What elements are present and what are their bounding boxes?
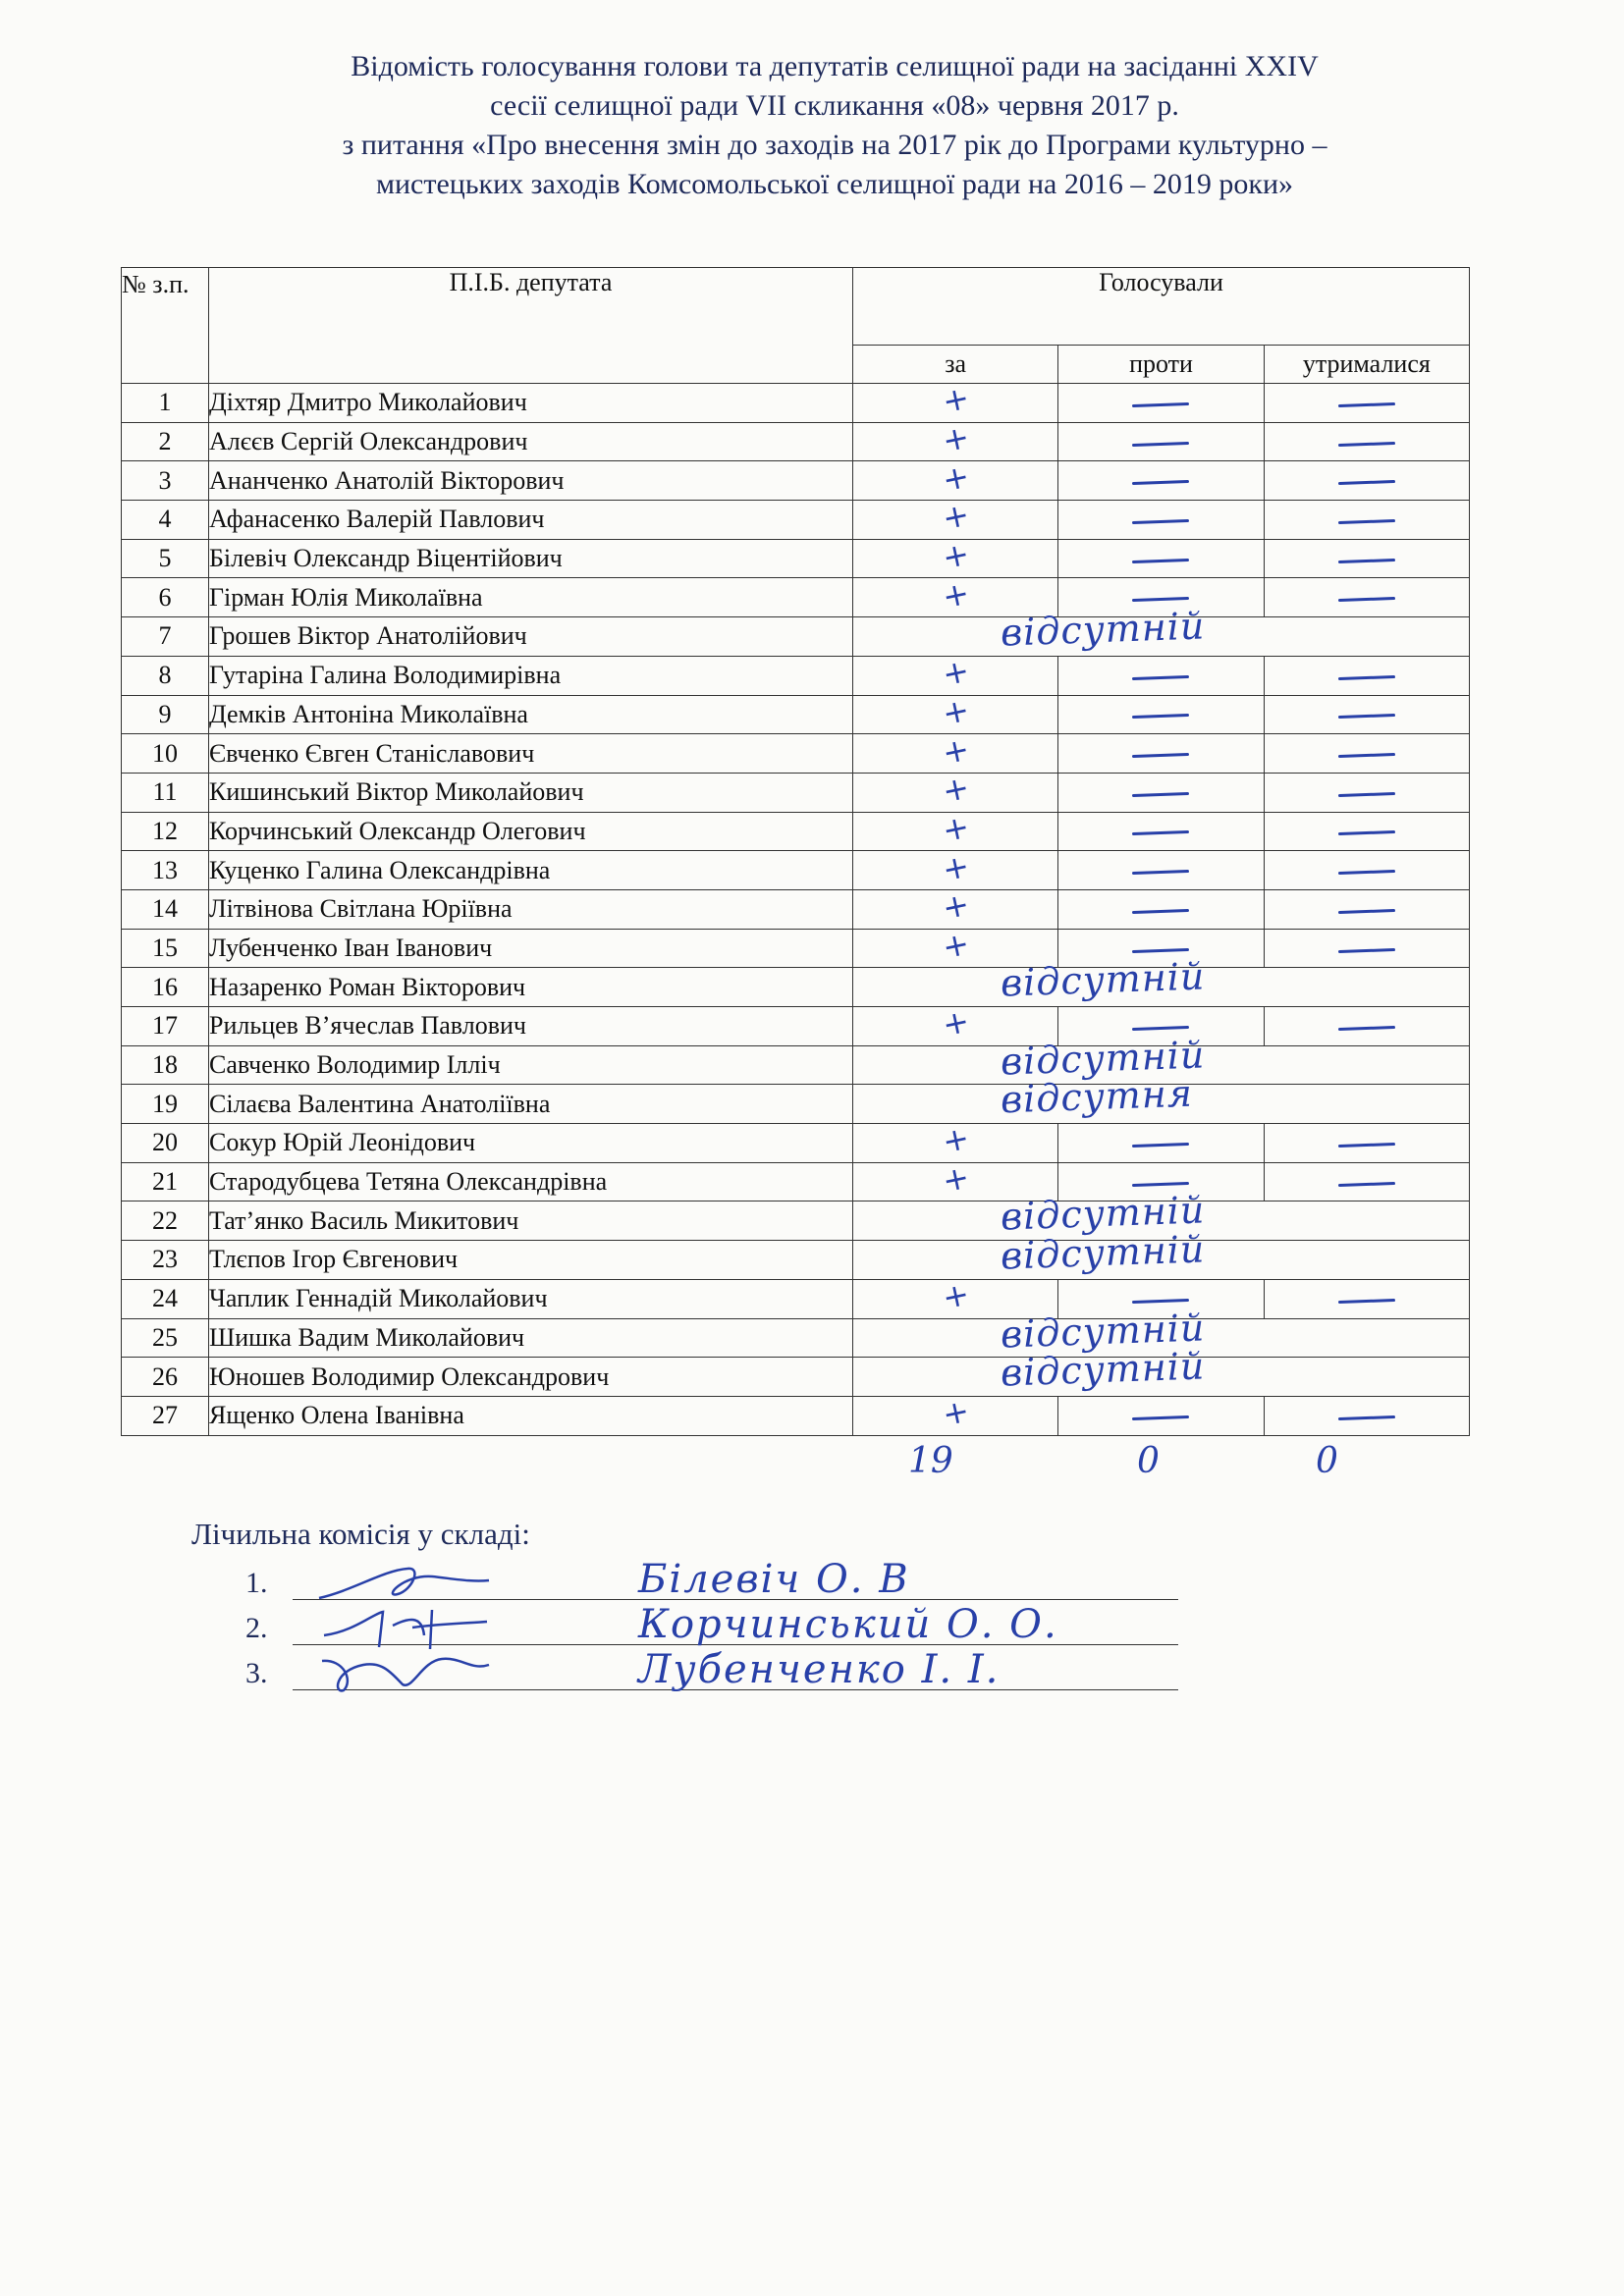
- voting-table: [121, 267, 1470, 1436]
- dash-mark: [1338, 909, 1395, 914]
- deputy-name: Лубенченко Іван Іванович: [209, 929, 853, 968]
- dash-mark: [1338, 559, 1395, 563]
- header-against: проти: [1058, 346, 1264, 384]
- row-number: 11: [122, 773, 209, 812]
- table-row: [122, 656, 1470, 695]
- plus-mark: +: [939, 573, 973, 616]
- row-number: 19: [122, 1085, 209, 1124]
- total-against: 0: [1137, 1441, 1160, 1481]
- absent-note: відсутній: [1000, 1305, 1207, 1357]
- deputy-name: Діхтяр Дмитро Миколайович: [209, 384, 853, 423]
- vote-absent-cell: [853, 954, 1470, 1007]
- vote-abstained-cell: [1264, 889, 1469, 929]
- vote-for-cell: [853, 1119, 1058, 1163]
- row-number: 6: [122, 578, 209, 617]
- deputy-name: Алєєв Сергій Олександрович: [209, 422, 853, 461]
- deputy-name: Білевіч Олександр Віцентійович: [209, 539, 853, 578]
- vote-absent-cell: [853, 1071, 1470, 1124]
- table-row: [122, 889, 1470, 929]
- table-row: [122, 1279, 1470, 1318]
- table-row: [122, 501, 1470, 540]
- table-row: [122, 1045, 1470, 1085]
- vote-against-cell: [1058, 734, 1264, 774]
- deputy-name: Гутаріна Галина Володимирівна: [209, 656, 853, 695]
- deputy-name: Ананченко Анатолій Вікторович: [209, 461, 853, 501]
- table-row: [122, 422, 1470, 461]
- row-number: 2: [122, 422, 209, 461]
- header-abstained: утрималися: [1264, 346, 1469, 384]
- member-name: Лубенченко І. І.: [638, 1647, 1001, 1692]
- vote-for-cell: [853, 807, 1058, 851]
- total-for: 19: [908, 1441, 953, 1481]
- dash-mark: [1132, 480, 1189, 485]
- vote-for-cell: [853, 534, 1058, 578]
- table-row: [122, 1396, 1470, 1435]
- vote-against-cell: [1058, 656, 1264, 695]
- vote-against-cell: [1058, 889, 1264, 929]
- title-line: сесії селищної ради VII скликання «08» червня 2017 р.: [490, 89, 1179, 122]
- row-number: 8: [122, 656, 209, 695]
- vote-against-cell: [1058, 384, 1264, 423]
- table-body: [122, 378, 1470, 1436]
- vote-for-cell: [853, 378, 1058, 423]
- vote-against-cell: [1058, 851, 1264, 890]
- dash-mark: [1338, 402, 1395, 407]
- table-row: [122, 929, 1470, 968]
- plus-mark: +: [939, 456, 973, 500]
- deputy-name: Літвінова Світлана Юріївна: [209, 889, 853, 929]
- deputy-name: Корчинський Олександр Олегович: [209, 812, 853, 851]
- row-number: 3: [122, 461, 209, 501]
- vote-against-cell: [1058, 812, 1264, 851]
- vote-against-cell: [1058, 501, 1264, 540]
- commission-label: Лічильна комісія у складі:: [191, 1517, 530, 1551]
- dash-mark: [1338, 480, 1395, 485]
- absent-note: відсутній: [1000, 1033, 1207, 1084]
- vote-abstained-cell: [1264, 1162, 1469, 1201]
- vote-abstained-cell: [1264, 501, 1469, 540]
- row-number: 12: [122, 812, 209, 851]
- dash-mark: [1338, 947, 1395, 952]
- deputy-name: Чаплик Геннадій Миколайович: [209, 1279, 853, 1318]
- dash-mark: [1338, 442, 1395, 447]
- row-number: 23: [122, 1241, 209, 1280]
- header-number: № з.п.: [122, 268, 209, 384]
- row-number: 15: [122, 929, 209, 968]
- dash-mark: [1132, 402, 1189, 407]
- dash-mark: [1338, 675, 1395, 680]
- dash-mark: [1132, 559, 1189, 563]
- vote-abstained-cell: [1264, 1396, 1469, 1435]
- vote-abstained-cell: [1264, 695, 1469, 734]
- dash-mark: [1132, 870, 1189, 875]
- table-row: [122, 1162, 1470, 1201]
- deputy-name: Куценко Галина Олександрівна: [209, 851, 853, 890]
- plus-mark: +: [939, 1119, 973, 1161]
- row-number: 14: [122, 889, 209, 929]
- vote-against-cell: [1058, 1124, 1264, 1163]
- deputy-name: Демків Антоніна Миколаївна: [209, 695, 853, 734]
- dash-mark: [1132, 753, 1189, 758]
- table-row: [122, 812, 1470, 851]
- header-voted: Голосували: [853, 268, 1470, 346]
- dash-mark: [1338, 597, 1395, 602]
- row-number: 7: [122, 617, 209, 657]
- deputy-name: Савченко Володимир Ілліч: [209, 1045, 853, 1085]
- vote-for-cell: [853, 768, 1058, 812]
- dash-mark: [1132, 519, 1189, 524]
- header-for: за: [853, 346, 1058, 384]
- deputy-name: Юношев Володимир Олександрович: [209, 1358, 853, 1397]
- table-row: [122, 1201, 1470, 1241]
- table-row: [122, 1318, 1470, 1358]
- dash-mark: [1338, 1415, 1395, 1420]
- commission-member: [245, 1647, 1178, 1696]
- table-row: [122, 384, 1470, 423]
- deputy-name: Стародубцева Тетяна Олександрівна: [209, 1162, 853, 1201]
- plus-mark: +: [939, 651, 973, 694]
- table-row: [122, 695, 1470, 734]
- vote-against-cell: [1058, 695, 1264, 734]
- vote-for-cell: [853, 651, 1058, 695]
- deputy-name: Євченко Євген Станіславович: [209, 734, 853, 774]
- vote-abstained-cell: [1264, 1007, 1469, 1046]
- member-name: Білевіч О. В: [638, 1557, 910, 1602]
- row-number: 9: [122, 695, 209, 734]
- dash-mark: [1338, 870, 1395, 875]
- dash-mark: [1338, 753, 1395, 758]
- vote-abstained-cell: [1264, 773, 1469, 812]
- dash-mark: [1132, 675, 1189, 680]
- document-title: [147, 47, 1522, 204]
- signature-icon: [314, 1651, 491, 1694]
- dash-mark: [1132, 1143, 1189, 1148]
- vote-absent-cell: [853, 1227, 1470, 1280]
- plus-mark: +: [939, 1391, 973, 1434]
- row-number: 16: [122, 968, 209, 1007]
- absent-note: відсутній: [1000, 1227, 1207, 1278]
- vote-against-cell: [1058, 539, 1264, 578]
- plus-mark: +: [939, 729, 973, 772]
- plus-mark: +: [939, 417, 973, 460]
- vote-abstained-cell: [1264, 851, 1469, 890]
- vote-abstained-cell: [1264, 1279, 1469, 1318]
- deputy-name: Гірман Юлія Миколаївна: [209, 578, 853, 617]
- table-row: [122, 734, 1470, 774]
- row-number: 20: [122, 1124, 209, 1163]
- plus-mark: +: [939, 534, 973, 577]
- plus-mark: +: [939, 1274, 973, 1317]
- table-row: [122, 1241, 1470, 1280]
- table-row: [122, 539, 1470, 578]
- dash-mark: [1132, 947, 1189, 952]
- dash-mark: [1132, 1299, 1189, 1304]
- table-row: [122, 773, 1470, 812]
- deputy-name: Сокур Юрій Леонідович: [209, 1124, 853, 1163]
- table-row: [122, 1085, 1470, 1124]
- vote-abstained-cell: [1264, 734, 1469, 774]
- commission-member: [245, 1602, 1178, 1651]
- deputy-name: Тат’янко Василь Микитович: [209, 1201, 853, 1241]
- plus-mark: +: [939, 690, 973, 733]
- vote-against-cell: [1058, 1396, 1264, 1435]
- deputy-name: Сілаєва Валентина Анатоліївна: [209, 1085, 853, 1124]
- vote-abstained-cell: [1264, 812, 1469, 851]
- dash-mark: [1132, 1415, 1189, 1420]
- row-number: 13: [122, 851, 209, 890]
- dash-mark: [1338, 1143, 1395, 1148]
- vote-absent-cell: [853, 1344, 1470, 1397]
- vote-abstained-cell: [1264, 461, 1469, 501]
- vote-abstained-cell: [1264, 656, 1469, 695]
- plus-mark: +: [939, 884, 973, 928]
- vote-abstained-cell: [1264, 384, 1469, 423]
- vote-for-cell: [853, 690, 1058, 734]
- dash-mark: [1338, 1182, 1395, 1187]
- vote-for-cell: [853, 456, 1058, 501]
- title-line: мистецьких заходів Комсомольської селищної ради на 2016 – 2019 роки»: [375, 168, 1293, 200]
- table-row: [122, 461, 1470, 501]
- row-number: 1: [122, 384, 209, 423]
- dash-mark: [1338, 519, 1395, 524]
- row-number: 22: [122, 1201, 209, 1241]
- vote-abstained-cell: [1264, 539, 1469, 578]
- vote-absent-cell: [853, 604, 1470, 657]
- absent-note: відсутній: [1000, 604, 1207, 655]
- signature-icon: [314, 1606, 491, 1649]
- deputy-name: Грошев Віктор Анатолійович: [209, 617, 853, 657]
- dash-mark: [1132, 909, 1189, 914]
- dash-mark: [1338, 830, 1395, 835]
- deputy-name: Кишинський Віктор Миколайович: [209, 773, 853, 812]
- plus-mark: +: [939, 1001, 973, 1044]
- row-number: 24: [122, 1279, 209, 1318]
- dash-mark: [1338, 792, 1395, 797]
- member-name: Корчинський О. О.: [638, 1602, 1058, 1647]
- vote-for-cell: [853, 884, 1058, 929]
- deputy-name: Ященко Олена Іванівна: [209, 1396, 853, 1435]
- plus-mark: +: [939, 924, 973, 967]
- dash-mark: [1132, 714, 1189, 719]
- dash-mark: [1132, 442, 1189, 447]
- dash-mark: [1338, 1299, 1395, 1304]
- absent-note: відсутній: [1000, 1344, 1207, 1395]
- dash-mark: [1338, 714, 1395, 719]
- vote-abstained-cell: [1264, 929, 1469, 968]
- dash-mark: [1132, 597, 1189, 602]
- vote-abstained-cell: [1264, 422, 1469, 461]
- row-number: 18: [122, 1045, 209, 1085]
- dash-mark: [1132, 792, 1189, 797]
- dash-mark: [1132, 1182, 1189, 1187]
- vote-against-cell: [1058, 422, 1264, 461]
- table-row: [122, 578, 1470, 617]
- plus-mark: +: [939, 768, 973, 811]
- absent-note: відсутній: [1000, 1188, 1207, 1240]
- row-number: 17: [122, 1007, 209, 1046]
- member-number: 1.: [245, 1567, 268, 1599]
- deputy-name: Назаренко Роман Вікторович: [209, 968, 853, 1007]
- table-row: [122, 1124, 1470, 1163]
- title-line: Відомість голосування голови та депутатів селищної ради на засіданні XXIV: [351, 50, 1319, 82]
- dash-mark: [1132, 830, 1189, 835]
- header-name: П.І.Б. депутата: [209, 268, 853, 384]
- vote-for-cell: [853, 729, 1058, 774]
- title-line: з питання «Про внесення змін до заходів на 2017 рік до Програми культурно –: [342, 129, 1327, 161]
- plus-mark: +: [939, 846, 973, 888]
- total-abstained: 0: [1316, 1441, 1338, 1481]
- vote-for-cell: [853, 1391, 1058, 1435]
- signature-icon: [314, 1561, 491, 1604]
- dash-mark: [1132, 1026, 1189, 1031]
- vote-for-cell: [853, 417, 1058, 461]
- row-number: 10: [122, 734, 209, 774]
- deputy-name: Афанасенко Валерій Павлович: [209, 501, 853, 540]
- vote-abstained-cell: [1264, 1124, 1469, 1163]
- deputy-name: Шишка Вадим Миколайович: [209, 1318, 853, 1358]
- vote-against-cell: [1058, 461, 1264, 501]
- absent-note: відсутній: [1000, 954, 1207, 1005]
- commission-member: [245, 1557, 1178, 1606]
- member-number: 2.: [245, 1612, 268, 1644]
- plus-mark: +: [939, 496, 973, 538]
- plus-mark: +: [939, 378, 973, 421]
- vote-against-cell: [1058, 773, 1264, 812]
- vote-abstained-cell: [1264, 578, 1469, 617]
- table-row: [122, 851, 1470, 890]
- table-row: [122, 1007, 1470, 1046]
- vote-for-cell: [853, 846, 1058, 890]
- table-row: [122, 1358, 1470, 1397]
- absent-note: відсутня: [1000, 1071, 1194, 1122]
- row-number: 25: [122, 1318, 209, 1358]
- dash-mark: [1338, 1026, 1395, 1031]
- row-number: 27: [122, 1396, 209, 1435]
- member-number: 3.: [245, 1657, 268, 1689]
- table-row: [122, 968, 1470, 1007]
- row-number: 21: [122, 1162, 209, 1201]
- plus-mark: +: [939, 807, 973, 850]
- deputy-name: Рильцев В’ячеслав Павлович: [209, 1007, 853, 1046]
- plus-mark: +: [939, 1157, 973, 1201]
- deputy-name: Тлєпов Ігор Євгенович: [209, 1241, 853, 1280]
- row-number: 5: [122, 539, 209, 578]
- table-row: [122, 617, 1470, 657]
- row-number: 26: [122, 1358, 209, 1397]
- vote-for-cell: [853, 496, 1058, 540]
- row-number: 4: [122, 501, 209, 540]
